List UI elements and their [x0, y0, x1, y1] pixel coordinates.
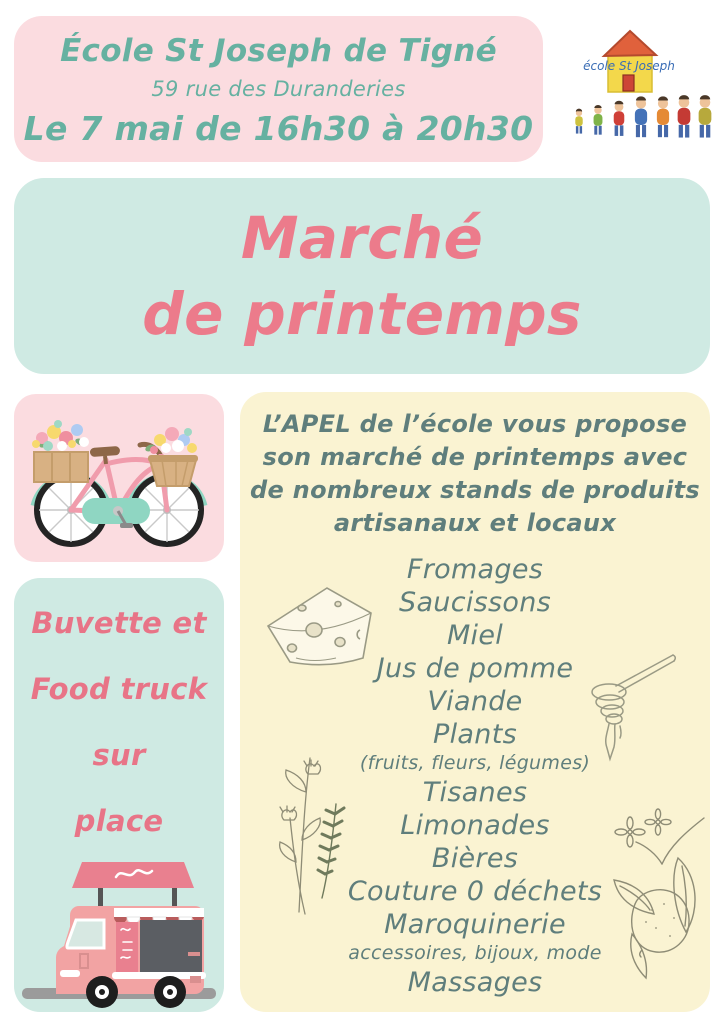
- intro-line-2: son marché de printemps avec: [262, 443, 688, 471]
- intro-line-3: de nombreux stands de produits: [249, 476, 701, 504]
- school-logo: [563, 18, 715, 148]
- food-truck-icon: [18, 856, 220, 1010]
- market-panel: [240, 392, 710, 1012]
- market-item: Limonades: [400, 810, 550, 841]
- buvette-line-3: sur: [92, 738, 146, 772]
- market-item: Saucissons: [399, 587, 551, 618]
- front-basket: [148, 455, 198, 486]
- buvette-line-2: Food truck: [30, 672, 208, 706]
- market-item: Bières: [431, 843, 519, 874]
- title-line-2: de printemps: [142, 280, 582, 348]
- market-item: Fromages: [406, 554, 544, 585]
- front-flowers: [144, 427, 197, 454]
- school-name: École St Joseph de Tigné: [60, 33, 497, 69]
- rear-flowers: [32, 420, 89, 451]
- school-address: 59 rue des Duranderies: [151, 77, 406, 101]
- market-item: Jus de pomme: [376, 653, 574, 684]
- buvette-panel: [14, 578, 224, 1012]
- market-item-list: [240, 553, 710, 999]
- bicycle-panel: [14, 394, 224, 562]
- market-item-note: accessoires, bijoux, mode: [348, 942, 602, 964]
- market-item: Miel: [446, 620, 504, 651]
- market-item: Couture 0 déchets: [347, 876, 603, 907]
- title-line-1: Marché: [240, 204, 484, 272]
- header-panel: [14, 16, 543, 162]
- market-item-note: (fruits, fleurs, légumes): [359, 752, 591, 774]
- market-item: Massages: [407, 967, 543, 998]
- bicycle-icon: [14, 394, 224, 562]
- logo-label: école St Joseph: [583, 59, 675, 73]
- title-panel: [14, 178, 710, 374]
- logo-children-icon: [575, 95, 711, 137]
- buvette-line-1: Buvette et: [31, 606, 207, 640]
- school-logo-drawing: [563, 18, 715, 148]
- buvette-line-4: place: [74, 804, 164, 838]
- market-item: Plants: [433, 719, 517, 750]
- rear-basket: [34, 452, 88, 482]
- intro-line-1: L’APEL de l’école vous propose: [262, 410, 688, 438]
- market-item: Maroquinerie: [384, 909, 566, 940]
- market-item: Viande: [427, 686, 523, 717]
- intro-line-4: artisanaux et locaux: [333, 509, 617, 537]
- event-datetime: Le 7 mai de 16h30 à 20h30: [23, 109, 534, 148]
- market-item: Tisanes: [422, 777, 528, 808]
